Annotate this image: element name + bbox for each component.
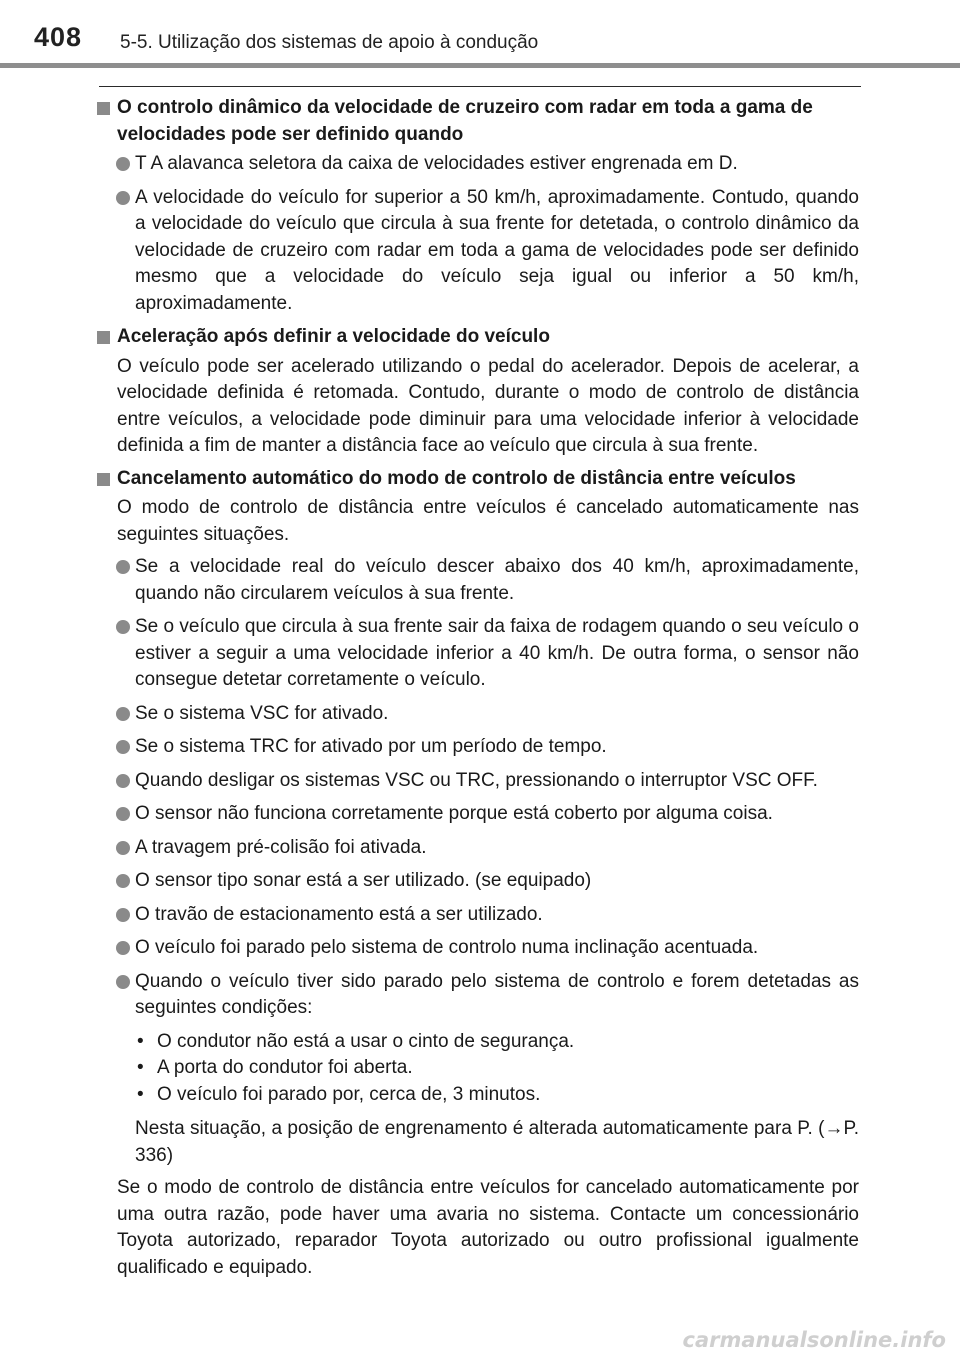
content-rule — [99, 86, 861, 87]
list-item — [97, 835, 859, 862]
circle-bullet-icon — [116, 740, 130, 754]
square-bullet-icon — [97, 331, 110, 344]
list-item-text: A velocidade do veículo for superior a 50 km/h, aproximadamente. Contudo, quando a velocidade do veículo que circula à sua frente for detetada, o controlo dinâmico da velocidade de cruzeiro com radar em toda a gama de velocidades pode ser definido mesmo que a velocidade do veículo seja igual ou inferior a 50 km/h, aproximadamente. — [135, 186, 859, 314]
list-item-text: Se o sistema TRC for ativado por um período de tempo. — [135, 736, 607, 757]
condition-item — [135, 1055, 859, 1082]
section-heading-text: O controlo dinâmico da velocidade de cruzeiro com radar em toda a gama de velocidades pode ser definido quando — [117, 97, 813, 145]
circle-bullet-icon — [116, 841, 130, 855]
condition-text: O condutor não está a usar o cinto de segurança. — [157, 1030, 575, 1052]
list-item-text: A travagem pré-colisão foi ativada. — [135, 836, 427, 858]
conditions-list — [97, 1029, 859, 1109]
condition-text: A porta do condutor foi aberta. — [157, 1057, 413, 1078]
list-item-text: O travão de estacionamento está a ser utilizado. — [135, 903, 543, 925]
condition-text: O veículo foi parado por, cerca de, 3 minutos. — [157, 1083, 541, 1105]
circle-bullet-icon — [116, 908, 130, 922]
page-header — [0, 0, 960, 64]
section-heading — [97, 466, 859, 493]
section-heading-text: Cancelamento automático do modo de controlo de distância entre veículos — [117, 467, 796, 489]
list-item-text: Se o veículo que circula à sua frente sair da faixa de rodagem quando o seu veículo o estiver a seguir a uma velocidade inferior a 40 km/h. De outra forma, o sensor não consegue detetar corretamente o veículo. — [135, 616, 859, 690]
list-item — [97, 734, 859, 761]
note-paragraph: Nesta situação, a posição de engrenamento é alterada automaticamente para P. (→P. 336) — [135, 1118, 859, 1166]
square-bullet-icon — [97, 102, 110, 115]
circle-bullet-icon — [116, 807, 130, 821]
list-item — [97, 614, 859, 694]
list-item — [97, 554, 859, 607]
circle-bullet-icon — [116, 620, 130, 634]
list-item — [97, 801, 859, 828]
list-item — [97, 902, 859, 929]
list-item — [97, 768, 859, 795]
page-content — [97, 95, 859, 1287]
list-item — [97, 185, 859, 318]
list-item-text: Quando o veículo tiver sido parado pelo sistema de controlo e forem detetadas as seguintes condições: — [135, 970, 859, 1018]
body-paragraph: O veículo pode ser acelerado utilizando o pedal do acelerador. Depois de acelerar, a velocidade definida é retomada. Contudo, durante o modo de controlo de distância entre veículos, a velocidade pode diminuir para uma velocidade inferior à velocidade definida a fim de manter a distância face ao veículo que circula à sua frente. — [117, 355, 859, 456]
condition-item — [135, 1029, 859, 1056]
circle-bullet-icon — [116, 874, 130, 888]
list-item-text: Quando desligar os sistemas VSC ou TRC, pressionando o interruptor VSC OFF. — [135, 769, 818, 791]
section-title: 5-5. Utilização dos sistemas de apoio à condução — [120, 32, 539, 53]
list-item — [97, 151, 859, 178]
body-paragraph: O modo de controlo de distância entre veículos é cancelado automaticamente nas seguintes situações. — [117, 497, 859, 545]
list-item-text: Se o sistema VSC for ativado. — [135, 702, 389, 724]
square-bullet-icon — [97, 473, 110, 486]
page-number: 408 — [34, 22, 83, 52]
list-item — [97, 935, 859, 962]
section-heading-text: Aceleração após definir a velocidade do veículo — [117, 326, 550, 347]
list-item — [97, 969, 859, 1022]
circle-bullet-icon — [116, 941, 130, 955]
section-heading — [97, 95, 859, 148]
list-item-text: O sensor não funciona corretamente porque está coberto por alguma coisa. — [135, 803, 773, 824]
circle-bullet-icon — [116, 975, 130, 989]
list-item — [97, 701, 859, 728]
closing-paragraph: Se o modo de controlo de distância entre veículos for cancelado automaticamente por uma outra razão, pode haver uma avaria no sistema. Contacte um concessionário Toyota autorizado, reparador Toyota autorizado ou outro profissional igualmente qualificado e equipado. — [117, 1177, 859, 1278]
list-item-text: Se a velocidade real do veículo descer abaixo dos 40 km/h, aproximadamente, quando não circularem veículos à sua frente. — [135, 556, 859, 604]
circle-bullet-icon — [116, 774, 130, 788]
circle-bullet-icon — [116, 560, 130, 574]
list-item — [97, 868, 859, 895]
circle-bullet-icon — [116, 707, 130, 721]
circle-bullet-icon — [116, 191, 130, 205]
condition-item — [135, 1082, 859, 1109]
header-rule — [0, 63, 960, 68]
section-heading — [97, 324, 859, 351]
circle-bullet-icon — [116, 157, 130, 171]
dot-marker: • — [137, 1030, 144, 1052]
dot-marker: • — [137, 1057, 144, 1078]
list-item-text: T A alavanca seletora da caixa de velocidades estiver engrenada em D. — [135, 153, 738, 174]
watermark: carmanualsonline.info — [682, 1328, 946, 1352]
dot-marker: • — [137, 1083, 144, 1105]
list-item-text: O veículo foi parado pelo sistema de controlo numa inclinação acentuada. — [135, 937, 759, 958]
list-item-text: O sensor tipo sonar está a ser utilizado. (se equipado) — [135, 870, 592, 891]
